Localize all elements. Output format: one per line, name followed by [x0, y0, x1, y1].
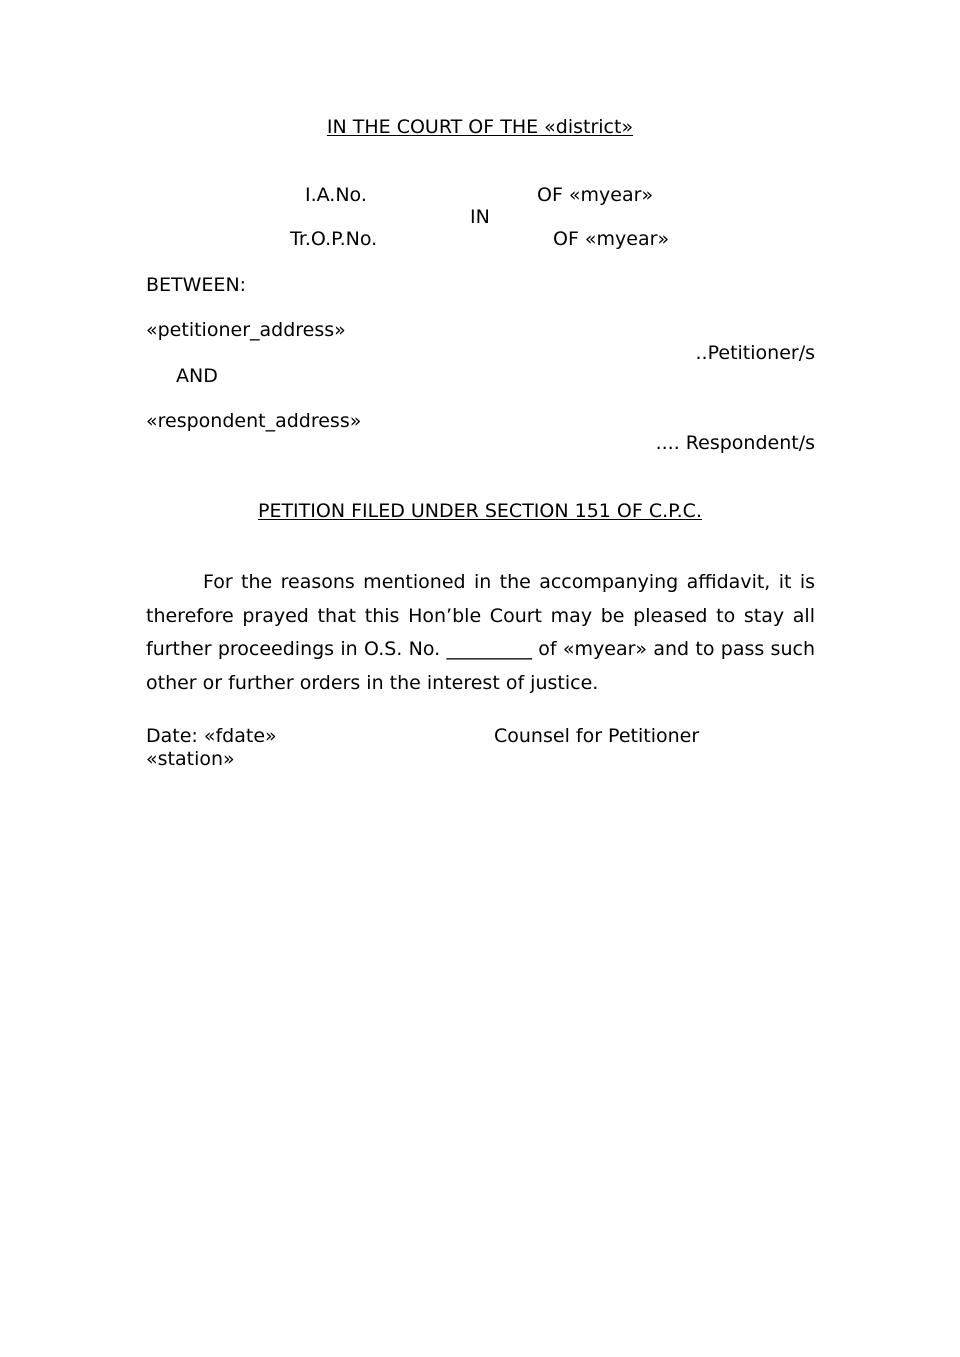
ia-number-label: I.A.No.	[305, 184, 367, 206]
between-label: BETWEEN:	[146, 274, 247, 296]
in-label: IN	[470, 206, 490, 228]
date-line: Date: «fdate»	[146, 725, 277, 747]
petition-heading: PETITION FILED UNDER SECTION 151 OF C.P.C.	[257, 500, 702, 522]
ia-year: OF «myear»	[537, 184, 654, 206]
court-title: IN THE COURT OF THE «district»	[326, 116, 634, 138]
trop-year: OF «myear»	[553, 228, 670, 250]
petitioner-role: ..Petitioner/s	[695, 342, 815, 364]
petitioner-address: «petitioner_address»	[146, 319, 346, 341]
station-line: «station»	[146, 748, 235, 770]
trop-number-label: Tr.O.P.No.	[290, 228, 378, 250]
and-label: AND	[176, 365, 218, 387]
prayer-paragraph: For the reasons mentioned in the accompanying affidavit, it is therefore prayed that this Hon’ble Court may be pleased to stay all further proceedings in O.S. No. _________ of «myear» and to pass such other or further orders in the interest of justice.	[146, 571, 815, 695]
respondent-role: .... Respondent/s	[655, 432, 815, 454]
respondent-address: «respondent_address»	[146, 410, 362, 432]
counsel-label: Counsel for Petitioner	[494, 725, 700, 747]
